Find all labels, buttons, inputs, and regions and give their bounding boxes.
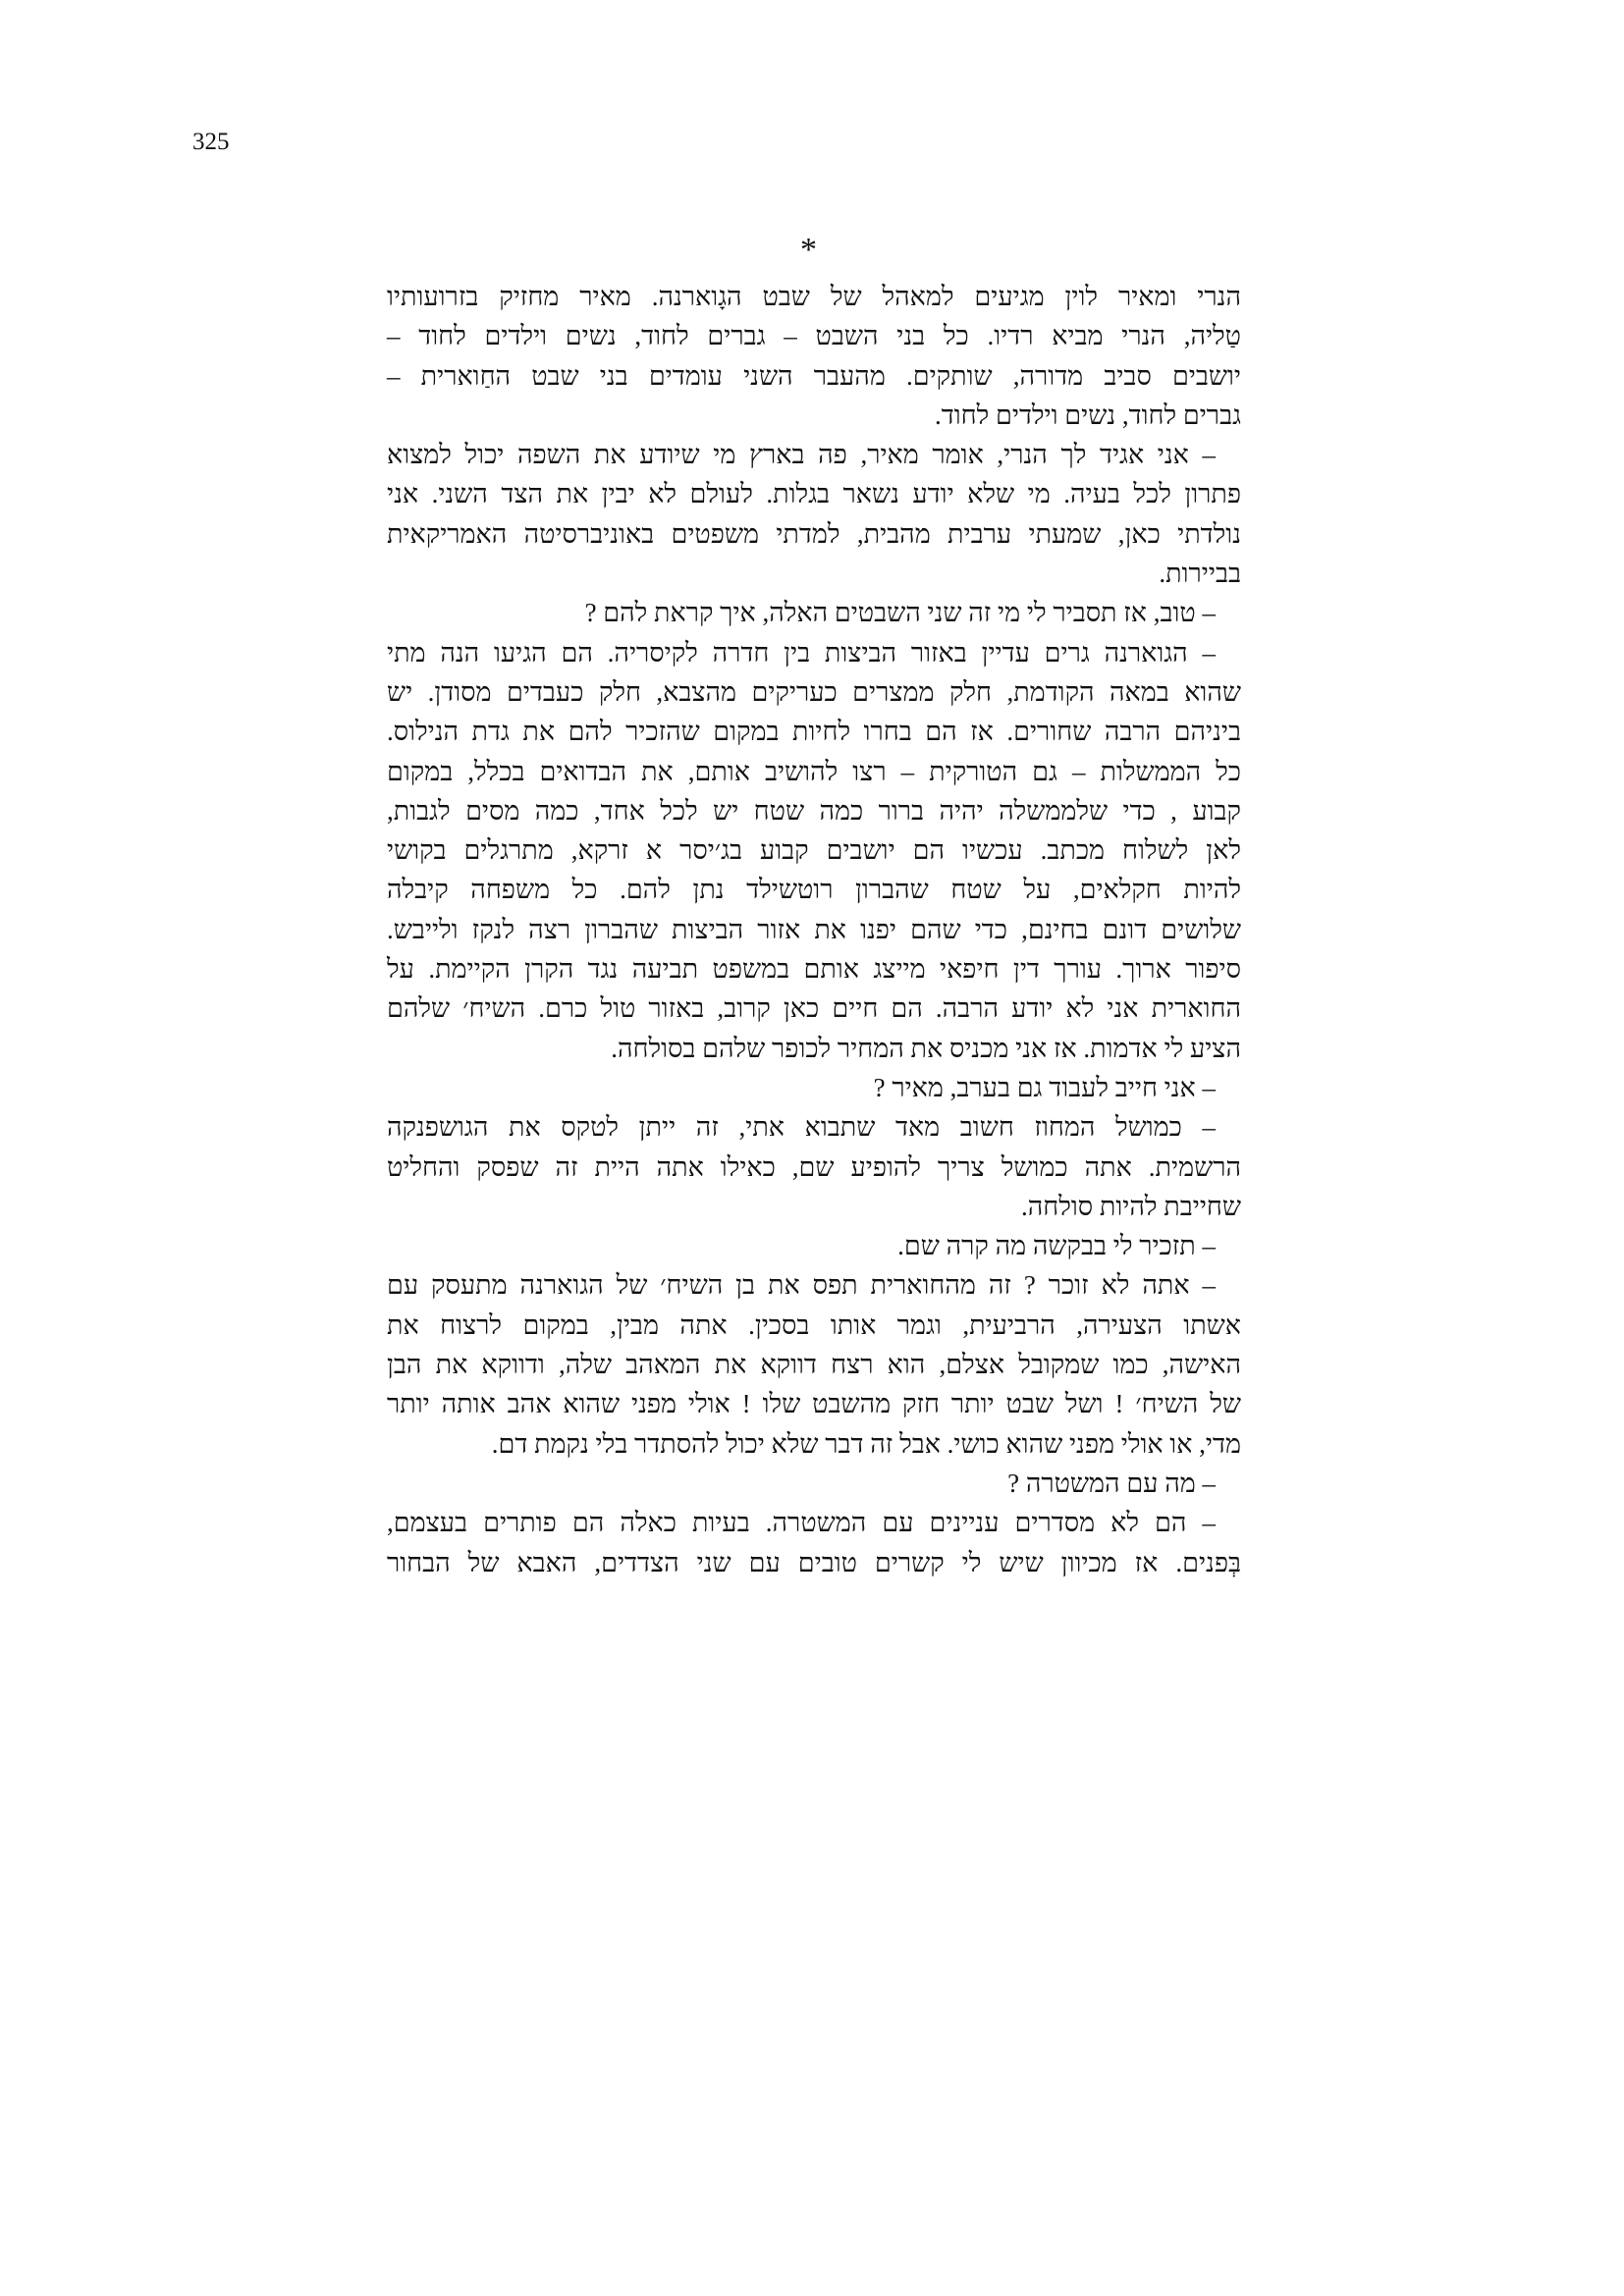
text-line: – תזכיר לי בבקשה מה קרה שם. [897,1231,1216,1261]
text-line: – אני אגיד לך הנרי, אומר מאיר, פה בארץ מי שיודע את השפה יכול למצוא [387,440,1216,470]
text-line: של השיח׳ ! ושל שבט יותר חזק מהשבט שלו ! אולי מפני שהוא אהב אותה יותר [387,1389,1241,1419]
text-line: כל הממשלות – גם הטורקית – רצו להושיב אותם, את הבדואים בכלל, במקום [387,756,1241,786]
text-line: בביירות. [1159,559,1241,589]
text-line: שחייבת להיות סולחה. [1020,1191,1241,1221]
text-line: טַליה, הנרי מביא רדיו. כל בני השבט – גברים לחוד, נשים וילדים לחוד – [387,321,1241,351]
text-line: גברים לחוד, נשים וילדים לחוד. [935,400,1241,430]
text-line: נולדתי כאן, שמעתי ערבית מהבית, למדתי משפטים באוניברסיטה האמריקאית [387,518,1241,549]
text-line: מדי, או אולי מפני שהוא כושי. אבל זה דבר שלא יכול להסתדר בלי נקמת דם. [491,1428,1241,1459]
text-line: – הגוארנה גרים עדיין באזור הביצות בין חדרה לקיסריה. הם הגיעו הנה מתי [387,637,1216,667]
text-line: בְּפנים. אז מכיוון שיש לי קשרים טובים עם שני הצדדים, האבא של הבחור [387,1547,1241,1577]
text-line: שהוא במאה הקודמת, חלק ממצרים כעריקים מהצבא, חלק כעבדים מסודן. יש [387,676,1241,707]
text-line: הנרי ומאיר לוין מגיעים למאהל של שבט הגָוארנה. מאיר מחזיק בזרועותיו [387,282,1241,311]
text-line: הציע לי אדמות. אז אני מכניס את המחיר לכופר שלהם בסולחה. [611,1033,1241,1063]
text-line: – אני חייב לעבוד גם בערב, מאיר ? [873,1072,1216,1102]
text-line: סיפור ארוך. עורך דין חיפאי מייצג אותם במשפט תביעה נגד הקרן הקיימת. על [387,954,1241,985]
text-line: הרשמית. אתה כמושל צריך להופיע שם, כאילו אתה היית זה שפסק והחליט [387,1151,1241,1182]
text-line: – מה עם המשטרה ? [1007,1468,1216,1498]
text-line: קבוע , כדי שלממשלה יהיה ברור כמה שטח יש לכל אחד, כמה מסים לגבות, [387,795,1241,826]
text-line: לאן לשלוח מכתב. עכשיו הם יושבים קבוע בג׳יסר א זרקא, מתרגלים בקושי [387,835,1241,866]
text-line: ביניהם הרבה שחורים. אז הם בחרו לחיות במקום שהזכיר להם את גדת הנילוס. [387,717,1241,747]
section-break-asterisk: * [800,232,817,268]
text-line: אשתו הצעירה, הרביעית, וגמר אותו בסכין. אתה מבין, במקום לרצוח את [387,1309,1241,1340]
text-line: – טוב, אז תסביר לי מי זה שני השבטים האלה, איך קראת להם ? [584,598,1216,628]
text-line: – כמושל המחוז חשוב מאד שתבוא אתי, זה ייתן לטקס את הגושפנקה [387,1112,1216,1143]
text-line: החוארית אני לא יודע הרבה. הם חיים כאן קרוב, באזור טול כרם. השיח׳ שלהם [387,993,1241,1024]
page-number: 325 [192,129,230,155]
text-line: שלושים דונם בחינם, כדי שהם יפנו את אזור הביצות שהברון רצה לנקז ולייבש. [387,914,1241,944]
body-text [387,277,1241,1582]
text-line: – אתה לא זוכר ? זה מהחוארית תפס את בן השיח׳ של הגוארנה מתעסק עם [387,1270,1216,1301]
text-line: להיות חקלאים, על שטח שהברון רוטשילד נתן להם. כל משפחה קיבלה [387,875,1241,905]
text-line: יושבים סביב מדורה, שותקים. מהעבר השני עומדים בני שבט החַוארית – [387,360,1241,391]
text-line: האישה, כמו שמקובל אצלם, הוא רצח דווקא את המאהב שלה, ודווקא את הבן [387,1350,1241,1380]
text-line: – הם לא מסדרים עניינים עם המשטרה. בעיות כאלה הם פותרים בעצמם, [387,1508,1216,1538]
text-line: פתרון לכל בעיה. מי שלא יודע נשאר בגלות. לעולם לא יבין את הצד השני. אני [387,479,1241,509]
